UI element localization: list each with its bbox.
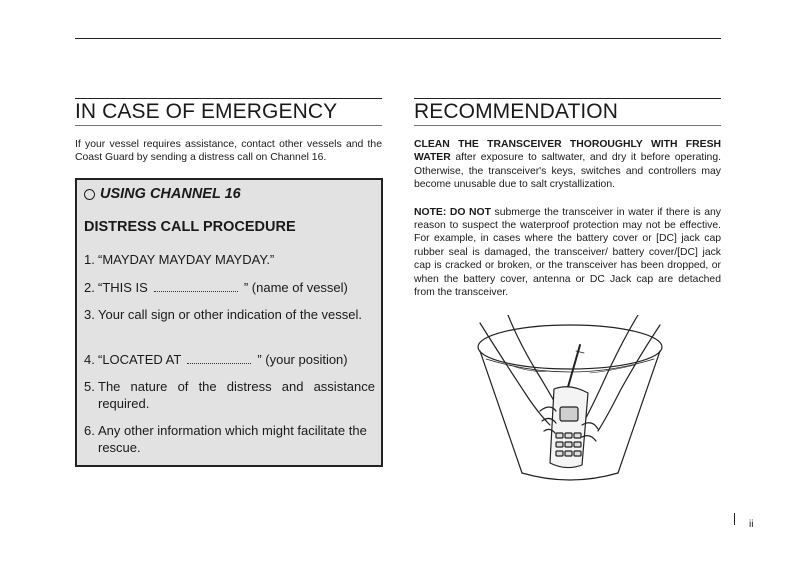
step-number: 5. [84, 379, 95, 394]
box-heading-text: USING CHANNEL 16 [100, 186, 241, 202]
blank-line [154, 282, 238, 292]
box-heading [84, 186, 241, 202]
bucket-rinse-illustration [470, 315, 670, 485]
step-text: Any other information which might facilitate the rescue. [98, 423, 367, 455]
clean-text: after exposure to saltwater, and dry it before operating. Otherwise, the transceiver's keys, switches and controllers may become unusable due to salt crystallization. [414, 152, 721, 191]
emergency-title: IN CASE OF EMERGENCY [75, 98, 382, 126]
step-prefix: “LOCATED AT [98, 352, 182, 367]
note-paragraph [414, 206, 721, 300]
step-text: The nature of the distress and assistance required. [98, 379, 375, 411]
step-text: Your call sign or other indication of the vessel. [98, 307, 363, 322]
step-number: 2. [84, 280, 95, 295]
bucket-bottom [522, 473, 618, 480]
step-prefix: “THIS IS [98, 280, 148, 295]
recommendation-section [414, 98, 721, 299]
left-arm [480, 323, 550, 425]
step-1 [84, 251, 375, 268]
step-number: 4. [84, 352, 95, 367]
step-number: 6. [84, 423, 95, 438]
bucket-right-side [618, 351, 660, 473]
blank-line [187, 354, 251, 364]
note-text: submerge the transceiver in water if there is any reason to suspect the waterproof protection may not be effective. For example, in cases where the battery cover or [DC] jack cap rubber seal is damaged, the transceiver/ battery cover/[DC] jack cap is cracked or broken, or the transceiver has been dropped, or when the battery cover, antenna or DC Jack cap are detached from the transceiver. [414, 206, 721, 299]
clean-paragraph [414, 138, 721, 192]
step-text [98, 279, 375, 296]
bucket-left-side [480, 351, 522, 473]
note-bold: NOTE: DO NOT [414, 206, 491, 218]
step-suffix: ” (your position) [257, 352, 348, 367]
emergency-intro: If your vessel requires assistance, contact other vessels and the Coast Guard by sending a distress call on Channel 16. [75, 139, 382, 164]
step-number: 3. [84, 307, 95, 322]
clean-bold: CLEAN THE TRANSCEIVER THOROUGHLY WITH FRESH WATER [414, 139, 721, 164]
step-2 [84, 279, 375, 296]
step-5 [84, 378, 375, 412]
step-6 [84, 422, 375, 456]
step-3 [84, 306, 375, 323]
step-4 [84, 351, 375, 368]
step-suffix: ” (name of vessel) [243, 280, 348, 295]
step-number: 1. [84, 252, 95, 267]
circle-bullet-icon [84, 189, 95, 200]
page-number-rule [734, 513, 735, 525]
step-text: “MAYDAY MAYDAY MAYDAY.” [98, 252, 275, 267]
recommendation-title: RECOMMENDATION [414, 98, 721, 126]
top-rule [75, 38, 721, 39]
page-number: ii [749, 519, 754, 530]
box-subheading: DISTRESS CALL PROCEDURE [84, 219, 296, 235]
distress-procedure-box [75, 178, 383, 467]
step-text [98, 351, 375, 368]
emergency-section [75, 98, 382, 165]
